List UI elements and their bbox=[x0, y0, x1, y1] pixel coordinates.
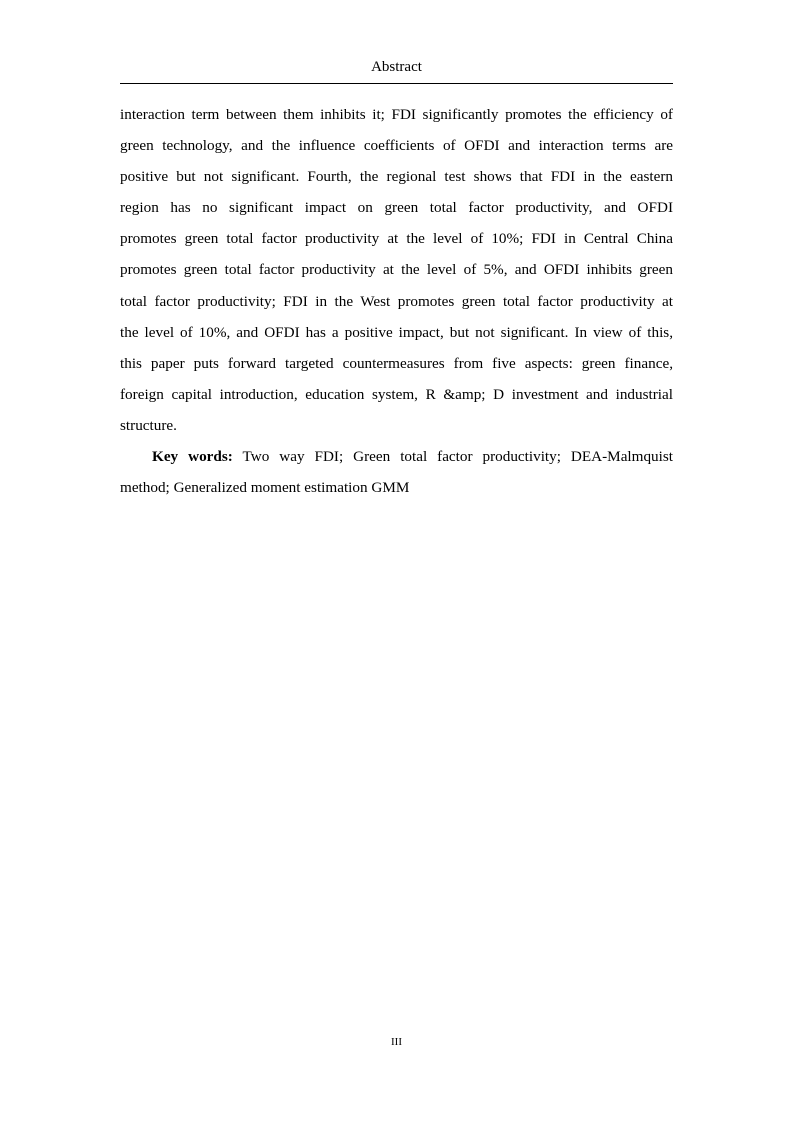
page-number: III bbox=[391, 1036, 402, 1048]
body-line: total factor productivity; FDI in the West promotes green total factor productivity at bbox=[120, 292, 673, 310]
body-line: the level of 10%, and OFDI has a positive impact, but not significant. In view of this, bbox=[120, 323, 673, 341]
body-line: foreign capital introduction, education system, R &amp; D investment and industrial bbox=[120, 385, 673, 403]
header-divider bbox=[120, 83, 673, 84]
body-line: green technology, and the influence coefficients of OFDI and interaction terms are bbox=[120, 137, 673, 155]
body-line: interaction term between them inhibits it; FDI significantly promotes the efficiency of bbox=[120, 106, 673, 123]
keywords-label: Key words: bbox=[152, 448, 233, 466]
body-line: promotes green total factor productivity at the level of 10%; FDI in Central China bbox=[120, 230, 673, 248]
body-line: this paper puts forward targeted countermeasures from five aspects: green finance, bbox=[120, 354, 673, 372]
running-header-title: Abstract bbox=[371, 59, 422, 75]
keywords-line-1 bbox=[120, 441, 673, 472]
body-line: positive but not significant. Fourth, the regional test shows that FDI in the eastern bbox=[120, 168, 673, 186]
body-line: promotes green total factor productivity at the level of 5%, and OFDI inhibits green bbox=[120, 261, 673, 279]
body-line: structure. bbox=[120, 416, 177, 434]
keywords-text: Two way FDI; Green total factor productivity; DEA-Malmquist bbox=[232, 448, 673, 466]
keywords-line-2: method; Generalized moment estimation GMM bbox=[120, 479, 410, 497]
abstract-body bbox=[120, 99, 673, 503]
body-line: region has no significant impact on green total factor productivity, and OFDI bbox=[120, 199, 673, 217]
